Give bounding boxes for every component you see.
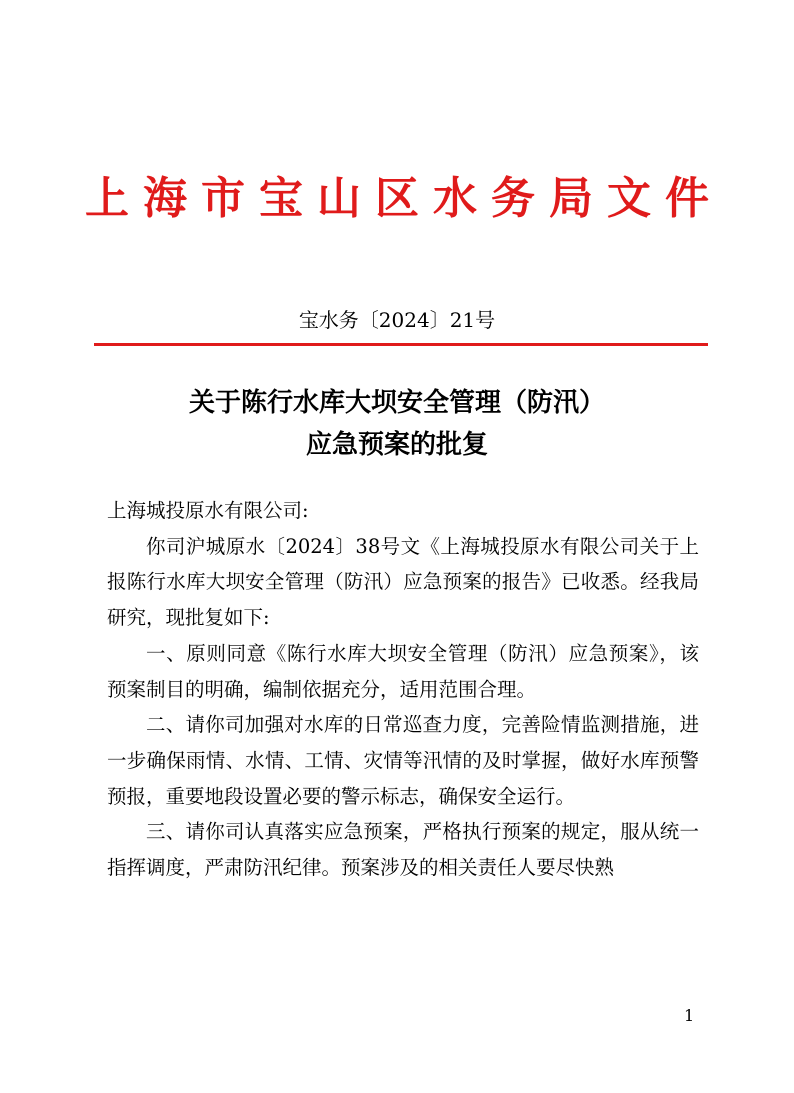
paragraph-item-2: 二、请你司加强对水库的日常巡查力度，完善险情监测措施，进一步确保雨情、水情、工情、灾情等汛情的及时掌握，做好水库预警预报，重要地段设置必要的警示标志，确保安全运行。	[107, 713, 699, 808]
salutation: 上海城投原水有限公司:	[107, 499, 309, 522]
paragraph-item-3: 三、请你司认真落实应急预案，严格执行预案的规定，服从统一指挥调度，严肃防汛纪律。预案涉及的相关责任人要尽快熟	[107, 820, 699, 880]
page-number: 1	[684, 1006, 695, 1025]
red-divider-line	[94, 343, 708, 346]
paragraph-item-1: 一、原则同意《陈行水库大坝安全管理（防汛）应急预案》，该预案制目的明确，编制依据充分，适用范围合理。	[107, 641, 699, 701]
paragraph-intro: 你司沪城原水〔2024〕38号文《上海城投原水有限公司关于上报陈行水库大坝安全管理（防汛）应急预案的报告》已收悉。经我局研究，现批复如下:	[107, 534, 699, 630]
document-body	[107, 493, 699, 886]
document-title-line-2: 应急预案的批复	[305, 430, 488, 460]
document-title-line-1: 关于陈行水库大坝安全管理（防汛）	[188, 388, 605, 418]
document-number: 宝水务〔2024〕21号	[298, 308, 496, 332]
document-masthead: 上海市宝山区水务局文件	[85, 173, 723, 224]
